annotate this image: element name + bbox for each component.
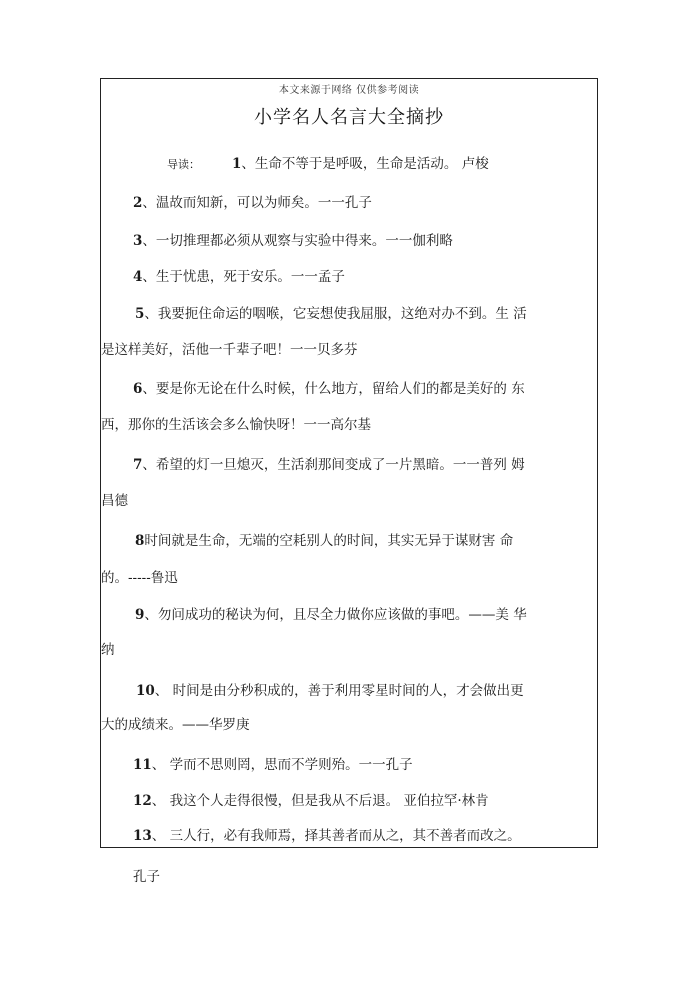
quote-number: 12 — [133, 793, 152, 809]
quote-6 — [133, 380, 525, 398]
quote-number: 8 — [135, 533, 145, 549]
quote-number: 11 — [133, 757, 152, 773]
quote-13-attribution: 孔子 — [133, 869, 160, 885]
quote-10-continued: 大的成绩来。——华罗庚 — [101, 717, 250, 733]
quote-text: 、温故而知新，可以为师矣。一一孔子 — [142, 195, 372, 211]
quote-9 — [135, 606, 527, 624]
quote-text: 、要是你无论在什么时候，什么地方，留给人们的都是美好的 东 — [142, 381, 525, 397]
source-note: 本文来源于网络 仅供参考阅读 — [278, 85, 420, 96]
quote-number: 1 — [232, 156, 242, 172]
quote-text: 、 时间是由分秒积成的，善于利用零星时间的人，才会做出更 — [154, 683, 524, 699]
quote-8 — [135, 532, 513, 550]
quote-number: 9 — [135, 607, 145, 623]
quote-text: 、生命不等于是呼吸，生命是活动。 卢梭 — [241, 156, 489, 172]
quote-number: 7 — [133, 457, 143, 473]
quote-9-continued: 纳 — [101, 642, 115, 658]
quote-7 — [133, 456, 525, 474]
quote-10 — [136, 682, 524, 700]
quote-text: 、希望的灯一旦熄灭，生活刹那间变成了一片黑暗。一一普列 姆 — [142, 457, 525, 473]
quote-text: 、 学而不思则罔，思而不学则殆。一一孔子 — [151, 757, 413, 773]
quote-number: 4 — [133, 269, 143, 285]
quote-number: 3 — [133, 233, 143, 249]
quote-11 — [133, 756, 413, 774]
quote-4 — [133, 268, 345, 286]
quote-number: 5 — [135, 306, 145, 322]
intro-line — [167, 155, 489, 174]
quote-text: 、 我这个人走得很慢，但是我从不后退。 亚伯拉罕·林肯 — [151, 793, 489, 809]
quote-12 — [133, 792, 489, 810]
quote-number: 13 — [133, 828, 152, 844]
quote-6-continued: 西，那你的生活该会多么愉快呀！一一高尔基 — [101, 417, 371, 433]
quote-text: 、一切推理都必须从观察与实验中得来。一一伽利略 — [142, 233, 453, 249]
quote-text: 时间就是生命，无端的空耗别人的时间，其实无异于谋财害 命 — [144, 533, 514, 549]
quote-7-continued: 昌德 — [101, 493, 128, 509]
quote-text: 、我要扼住命运的咽喉，它妄想使我屈服，这绝对办不到。生 活 — [144, 306, 527, 322]
quote-text: 、勿问成功的秘诀为何，且尽全力做你应该做的事吧。——美 华 — [144, 607, 527, 623]
quote-number: 10 — [136, 683, 155, 699]
quote-text: 、 三人行，必有我师焉，择其善者而从之，其不善者而改之。 — [151, 828, 521, 844]
quote-13 — [133, 827, 521, 845]
guide-label: 导读： — [167, 158, 200, 171]
quote-number: 6 — [133, 381, 143, 397]
quote-text: 、生于忧患，死于安乐。一一孟子 — [142, 269, 345, 285]
page-title: 小学名人名言大全摘抄 — [254, 107, 444, 128]
quote-2 — [133, 194, 372, 212]
quote-5 — [135, 305, 527, 323]
quote-5-continued: 是这样美好，活他一千辈子吧！一一贝多芬 — [101, 342, 358, 358]
quote-3 — [133, 232, 453, 250]
quote-8-continued: 的。-----鲁迅 — [101, 570, 178, 586]
quote-number: 2 — [133, 195, 143, 211]
